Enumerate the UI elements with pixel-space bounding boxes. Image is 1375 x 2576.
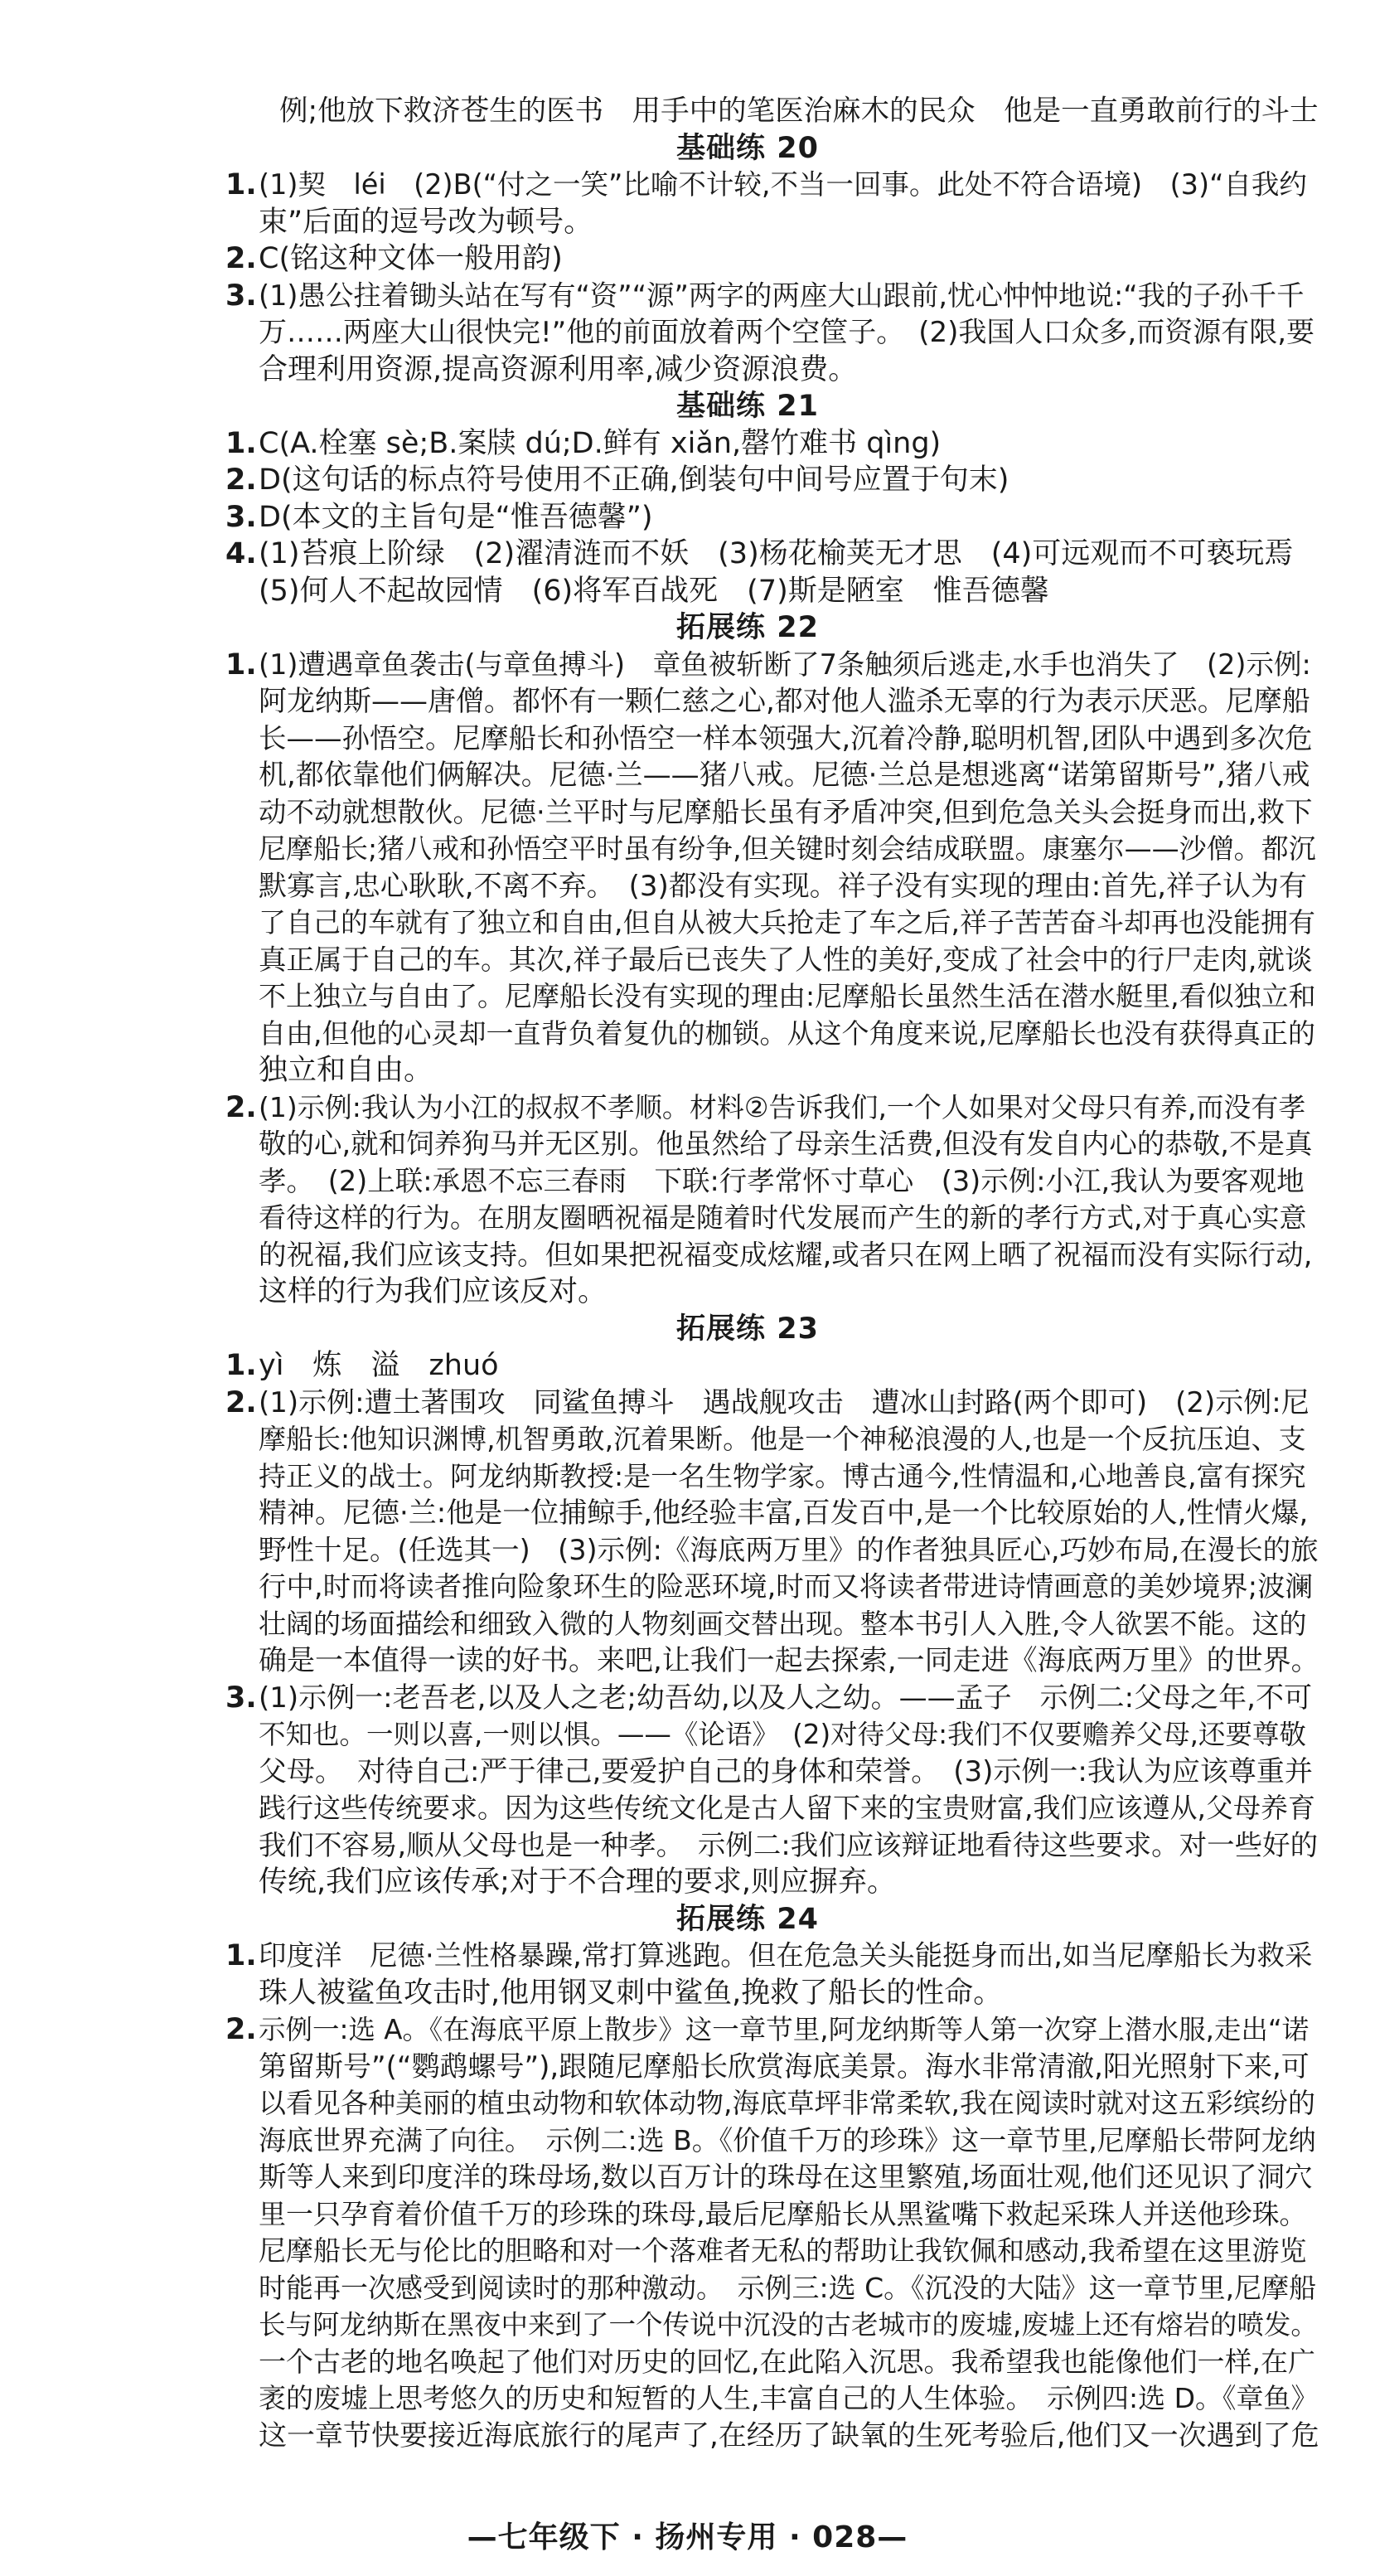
section-title: 拓展练 24 bbox=[676, 1902, 819, 1936]
text-line: 长——孙悟空。尼摩船长和孙悟空一样本领强大,沉着冷静,聪明机智,团队中遇到多次危 bbox=[259, 721, 1313, 754]
text-line: 自由,但他的心灵却一直背负着复仇的枷锁。从这个角度来说,尼摩船长也没有获得真正的 bbox=[259, 1016, 1315, 1050]
text-line: 精神。尼德·兰:他是一位捕鲸手,他经验丰富,百发百中,是一个比较原始的人,性情火爆, bbox=[259, 1497, 1309, 1530]
answer-item bbox=[225, 462, 1319, 499]
text-line: 传统,我们应该传承;对于不合理的要求,则应摒弃。 bbox=[259, 1865, 897, 1899]
item-body bbox=[259, 278, 1319, 389]
item-number: 1. bbox=[225, 168, 257, 201]
text-line: D(本文的主旨句是“惟吾德馨”) bbox=[259, 500, 653, 534]
answer-item bbox=[225, 499, 1319, 536]
section-title: 基础练 21 bbox=[676, 390, 819, 423]
text-line: 敬的心,就和饲养狗马并无区别。他虽然给了母亲生活费,但没有发自内心的恭敬,不是真 bbox=[259, 1128, 1313, 1160]
text-line: 这一章节快要接近海底旅行的尾声了,在经历了缺氧的生死考验后,他们又一次遇到了危 bbox=[259, 2418, 1319, 2452]
item-body bbox=[259, 2011, 1319, 2454]
text-line: (1)苔痕上阶绿 (2)濯清涟而不妖 (3)杨花榆荚无才思 (4)可远观而不可亵玩焉 bbox=[259, 537, 1294, 570]
text-line: 斯等人来到印度洋的珠母场,数以百万计的珠母在这里繁殖,场面壮观,他们还见识了洞穴 bbox=[259, 2161, 1313, 2193]
item-number: 4. bbox=[225, 537, 257, 570]
text-line: 万……两座大山很快完!”他的前面放着两个空筐子。 (2)我国人口众多,而资源有限,要 bbox=[259, 316, 1315, 349]
text-line: 不知也。一则以喜,一则以惧。——《论语》 (2)对待父母:我们不仅要赡养父母,还要尊敬 bbox=[259, 1719, 1306, 1750]
item-number: 3. bbox=[225, 1681, 257, 1715]
text-line: 孝。 (2)上联:承恩不忘三春雨 下联:行孝常怀寸草心 (3)示例:小江,我认为要客观地 bbox=[259, 1164, 1305, 1197]
section-title: 基础练 20 bbox=[676, 131, 819, 165]
text-line: 束”后面的逗号改为顿号。 bbox=[259, 205, 593, 239]
text-line: 的祝福,我们应该支持。但如果把祝福变成炫耀,或者只在网上晒了祝福而没有实际行动, bbox=[259, 1238, 1313, 1271]
text-line: 壮阔的场面描绘和细致入微的人物刻画交替出现。整本书引人入胜,令人欲罢不能。这的 bbox=[259, 1607, 1307, 1640]
text-line: 示例一:选 A。《在海底平原上散步》这一章节里,阿龙纳斯等人第一次穿上潜水服,走出“诺 bbox=[259, 2014, 1310, 2045]
text-line: 持正义的战士。阿龙纳斯教授:是一名生物学家。博古通今,性情温和,心地善良,富有探究 bbox=[259, 1459, 1306, 1492]
text-line: (1)示例:我认为小江的叔叔不孝顺。材料②告诉我们,一个人如果对父母只有养,而没有孝 bbox=[259, 1090, 1306, 1123]
text-line: (5)何人不起故园情 (6)将军百战死 (7)斯是陋室 惟吾德馨 bbox=[259, 574, 1049, 608]
answer-item bbox=[225, 2011, 1319, 2454]
item-number: 3. bbox=[225, 279, 257, 313]
item-number: 1. bbox=[225, 1349, 257, 1382]
text-line: 珠人被鲨鱼攻击时,他用钢叉刺中鲨鱼,挽救了船长的性命。 bbox=[259, 1976, 1003, 2010]
item-body bbox=[259, 499, 1319, 536]
item-body bbox=[259, 425, 1319, 463]
text-line: 以看见各种美丽的植虫动物和软体动物,海底草坪非常柔软,我在阅读时就对这五彩缤纷的 bbox=[259, 2087, 1315, 2119]
intro-line: 例;他放下救济苍生的医书 用手中的笔医治麻木的民众 他是一直勇敢前行的斗士 bbox=[279, 95, 1319, 128]
text-line: 印度洋 尼德·兰性格暴躁,常打算逃跑。但在危急关头能挺身而出,如当尼摩船长为救采 bbox=[259, 1939, 1313, 1972]
item-number: 1. bbox=[225, 426, 257, 460]
item-body bbox=[259, 462, 1319, 499]
text-line: 阿龙纳斯——唐僧。都怀有一颗仁慈之心,都对他人滥杀无辜的行为表示厌恶。尼摩船 bbox=[259, 685, 1310, 718]
section-title: 拓展练 22 bbox=[676, 611, 819, 644]
text-line: (1)愚公拄着锄头站在写有“资”“源”两字的两座大山跟前,忧心忡忡地说:“我的子孙千千 bbox=[259, 279, 1305, 312]
item-body bbox=[259, 167, 1319, 240]
text-line: 尼摩船长无与伦比的胆略和对一个落难者无私的帮助让我钦佩和感动,我希望在这里游览 bbox=[259, 2234, 1307, 2267]
text-line: 不上独立与自由了。尼摩船长没有实现的理由:尼摩船长虽然生活在潜水艇里,看似独立和 bbox=[259, 980, 1316, 1012]
text-line: D(这句话的标点符号使用不正确,倒装句中间号应置于句末) bbox=[259, 463, 1009, 497]
text-line: 践行这些传统要求。因为这些传统文化是古人留下来的宝贵财富,我们应该遵从,父母养育 bbox=[259, 1792, 1315, 1824]
text-line: 野性十足。(任选其一) (3)示例:《海底两万里》的作者独具匠心,巧妙布局,在漫长的旅 bbox=[259, 1533, 1319, 1566]
text-line: 尼摩船长;猪八戒和孙悟空平时虽有纷争,但关键时刻会结成联盟。康塞尔——沙僧。都沉 bbox=[259, 832, 1316, 865]
text-line: C(铭这种文体一般用韵) bbox=[259, 242, 563, 275]
item-number: 3. bbox=[225, 500, 257, 534]
text-line: 我们不容易,顺从父母也是一种孝。 示例二:我们应该辩证地看待这些要求。对一些好的 bbox=[259, 1828, 1319, 1861]
item-body bbox=[259, 240, 1319, 278]
item-body bbox=[259, 1089, 1319, 1311]
text-line: 默寡言,忠心耿耿,不离不弃。 (3)都没有实现。祥子没有实现的理由:首先,祥子认为有 bbox=[259, 869, 1308, 903]
text-line: 独立和自由。 bbox=[259, 1054, 433, 1087]
text-line: 动不动就想散伙。尼德·兰平时与尼摩船长虽有矛盾冲突,但到危急关头会挺身而出,救下 bbox=[259, 795, 1313, 828]
text-line: 父母。 对待自己:严于律己,要爱护自己的身体和荣誉。 (3)示例一:我认为应该尊重并 bbox=[259, 1754, 1313, 1788]
text-line: 这样的行为我们应该反对。 bbox=[259, 1275, 608, 1308]
item-number: 2. bbox=[225, 242, 257, 275]
item-body bbox=[259, 1680, 1319, 1901]
text-line: 合理利用资源,提高资源利用率,减少资源浪费。 bbox=[259, 352, 858, 386]
item-body bbox=[259, 1938, 1319, 2011]
item-body bbox=[259, 1385, 1319, 1680]
text-line: 摩船长:他知识渊博,机智勇敢,沉着果断。他是一个神秘浪漫的人,也是一个反抗压迫、支 bbox=[259, 1423, 1306, 1455]
item-number: 1. bbox=[225, 1939, 257, 1972]
text-line: (1)契 léi (2)B(“付之一笑”比喻不计较,不当一回事。此处不符合语境) (3)“自我约 bbox=[259, 168, 1307, 201]
text-line: (1)示例:遭土著围攻 同鲨鱼搏斗 遇战舰攻击 遭冰山封路(两个即可) (2)示例:尼 bbox=[259, 1385, 1310, 1419]
item-body bbox=[259, 536, 1319, 609]
answer-item bbox=[225, 1385, 1319, 1680]
item-number: 1. bbox=[225, 648, 257, 682]
text-line: 时能再一次感受到阅读时的那种激动。 示例三:选 C。《沉没的大陆》这一章节里,尼摩船 bbox=[259, 2271, 1317, 2304]
answer-item bbox=[225, 1680, 1319, 1901]
item-body bbox=[259, 647, 1319, 1089]
text-line: 里一只孕育着价值千万的珍珠的珠母,最后尼摩船长从黑鲨嘴下救起采珠人并送他珍珠。 bbox=[259, 2197, 1307, 2230]
answer-item bbox=[225, 1089, 1319, 1311]
answer-item bbox=[225, 647, 1319, 1089]
text-line: 了自己的车就有了独立和自由,但自从被大兵抢走了车之后,祥子苦苦奋斗却再也没能拥有 bbox=[259, 906, 1315, 939]
answer-item bbox=[225, 425, 1319, 463]
text-line: (1)遭遇章鱼袭击(与章鱼搏斗) 章鱼被斩断了7条触须后逃走,水手也消失了 (2)示例: bbox=[259, 648, 1311, 681]
text-line: 行中,时而将读者推向险象环生的险恶环境,时而又将读者带进诗情画意的美妙境界;波澜 bbox=[259, 1570, 1314, 1603]
answer-content bbox=[225, 93, 1319, 2454]
text-line: 机,都依靠他们俩解决。尼德·兰——猪八戒。尼德·兰总是想逃离“诺第留斯号”,猪八戒 bbox=[259, 759, 1310, 792]
item-number: 2. bbox=[225, 463, 257, 497]
item-number: 2. bbox=[225, 2013, 257, 2046]
answer-item bbox=[225, 167, 1319, 240]
item-number: 2. bbox=[225, 1090, 257, 1124]
answer-item bbox=[225, 240, 1319, 278]
item-number: 2. bbox=[225, 1385, 257, 1419]
text-line: 看待这样的行为。在朋友圈晒祝福是随着时代发展而产生的新的孝行方式,对于真心实意 bbox=[259, 1201, 1307, 1234]
section-title: 拓展练 23 bbox=[676, 1312, 819, 1346]
answer-item bbox=[225, 1347, 1319, 1385]
text-line: (1)示例一:老吾老,以及人之老;幼吾幼,以及人之幼。——孟子 示例二:父母之年,不可 bbox=[259, 1681, 1312, 1715]
answer-item bbox=[225, 536, 1319, 609]
page-footer: —七年级下 · 扬州专用 · 028— bbox=[467, 2520, 908, 2554]
text-line: 一个古老的地名唤起了他们对历史的回忆,在此陷入沉思。我希望我也能像他们一样,在广 bbox=[259, 2345, 1315, 2378]
text-line: 海底世界充满了向往。 示例二:选 B。《价值千万的珍珠》这一章节里,尼摩船长带阿龙纳 bbox=[259, 2123, 1316, 2156]
text-line: 确是一本值得一读的好书。来吧,让我们一起去探索,一同走进《海底两万里》的世界。 bbox=[259, 1644, 1319, 1677]
text-line: 真正属于自己的车。其次,祥子最后已丧失了人性的美好,变成了社会中的行尸走肉,就谈 bbox=[259, 943, 1313, 976]
answer-item bbox=[225, 278, 1319, 389]
answer-item bbox=[225, 1938, 1319, 2011]
text-line: yì 炼 溢 zhuó bbox=[259, 1349, 499, 1382]
text-line: 第留斯号”(“鹦鹉螺号”),跟随尼摩船长欣赏海底美景。海水非常清澈,阳光照射下来,可 bbox=[259, 2050, 1310, 2084]
text-line: 长与阿龙纳斯在黑夜中来到了一个传说中沉没的古老城市的废墟,废墟上还有熔岩的喷发。 bbox=[259, 2309, 1318, 2341]
text-line: 袤的废墟上思考悠久的历史和短暂的人生,丰富自己的人生体验。 示例四:选 D。《章鱼》 bbox=[259, 2382, 1319, 2414]
item-body bbox=[259, 1347, 1319, 1385]
text-line: C(A.栓塞 sè;B.案牍 dú;D.鲜有 xiǎn,罄竹难书 qìng) bbox=[259, 426, 942, 460]
